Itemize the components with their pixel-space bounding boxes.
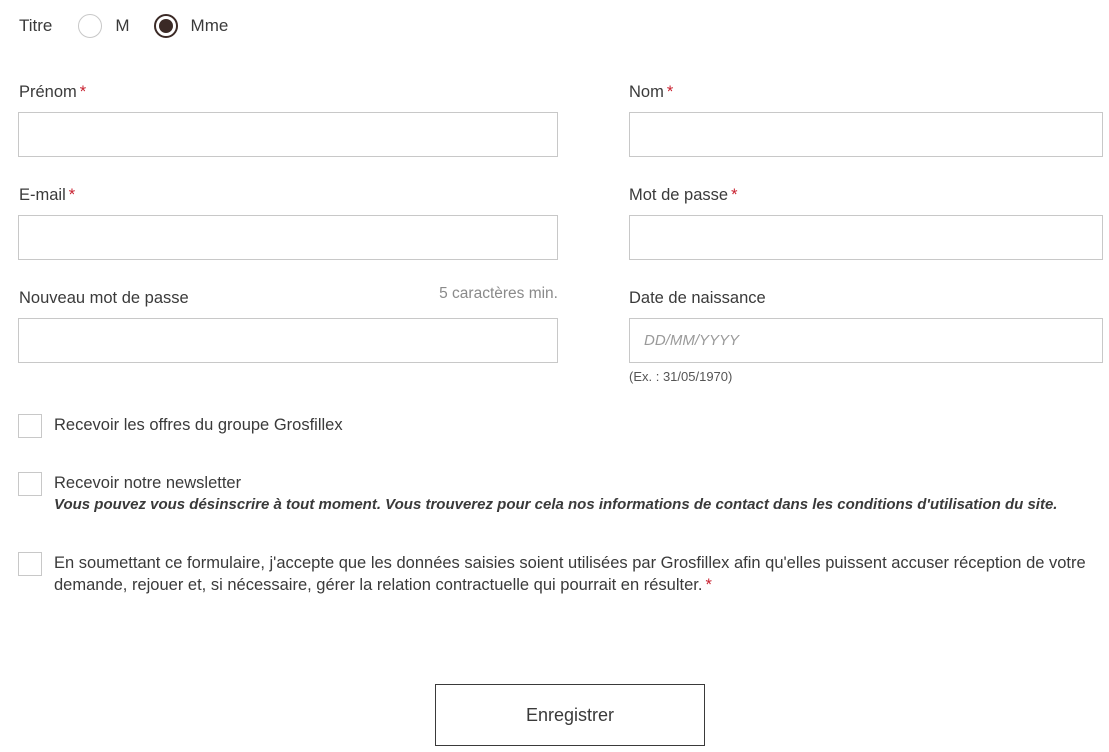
newsletter-sublabel: Vous pouvez vous désinscrire à tout moment. Vous trouverez pour cela nos informations de contact dans les conditions d'utilisation du site. — [54, 496, 1058, 513]
birthdate-field-group — [629, 287, 1103, 309]
radio-label-m: M — [115, 16, 130, 35]
radio-selected-dot — [159, 19, 173, 33]
email-field-group — [19, 184, 558, 206]
birthdate-label: Date de naissance — [629, 289, 766, 307]
new-password-label: Nouveau mot de passe — [19, 289, 189, 307]
lastname-field-group — [629, 81, 1103, 103]
birthdate-input[interactable] — [629, 318, 1103, 363]
birthdate-example: (Ex. : 31/05/1970) — [629, 369, 733, 384]
required-mark: * — [705, 576, 712, 594]
firstname-label-text: Prénom — [19, 83, 77, 101]
firstname-field-group — [19, 81, 558, 103]
radio-option-m[interactable] — [78, 14, 129, 38]
consent-label — [54, 552, 1093, 596]
password-field-group — [629, 184, 1103, 206]
required-mark: * — [68, 186, 76, 204]
offers-label: Recevoir les offres du groupe Grosfillex — [54, 416, 343, 434]
password-input[interactable] — [629, 215, 1103, 260]
lastname-label — [629, 81, 1103, 103]
required-mark: * — [731, 186, 738, 204]
title-selector — [19, 13, 252, 39]
required-mark: * — [79, 83, 87, 101]
radio-mme[interactable] — [154, 14, 178, 38]
lastname-label-text: Nom — [629, 83, 664, 101]
firstname-input[interactable] — [18, 112, 558, 157]
consent-checkbox[interactable] — [18, 552, 42, 576]
lastname-input[interactable] — [629, 112, 1103, 157]
new-password-field-group — [19, 287, 558, 309]
email-input[interactable] — [18, 215, 558, 260]
title-label: Titre — [19, 16, 53, 35]
email-label — [19, 184, 558, 206]
required-mark: * — [666, 83, 674, 101]
radio-m[interactable] — [78, 14, 102, 38]
consent-option — [18, 552, 1093, 596]
password-length-hint: 5 caractères min. — [439, 285, 558, 302]
newsletter-label: Recevoir notre newsletter — [54, 474, 242, 492]
newsletter-option — [18, 472, 1057, 516]
firstname-label — [19, 81, 558, 103]
email-label-text: E-mail — [19, 186, 66, 204]
submit-button[interactable]: Enregistrer — [435, 684, 705, 746]
offers-checkbox[interactable] — [18, 414, 42, 438]
radio-option-mme[interactable] — [154, 14, 229, 38]
consent-label-text: En soumettant ce formulaire, j'accepte que les données saisies soient utilisées par Grosfillex afin qu'elles puissent accuser réception de votre demande, rejouer et, si nécessaire, gérer la relation contractuelle qui pourrait en résulter. — [54, 554, 1086, 594]
password-label-text: Mot de passe — [629, 186, 729, 204]
newsletter-checkbox[interactable] — [18, 472, 42, 496]
radio-label-mme: Mme — [190, 16, 229, 35]
password-label — [629, 184, 1103, 206]
offers-option — [18, 414, 343, 438]
new-password-input[interactable] — [18, 318, 558, 363]
